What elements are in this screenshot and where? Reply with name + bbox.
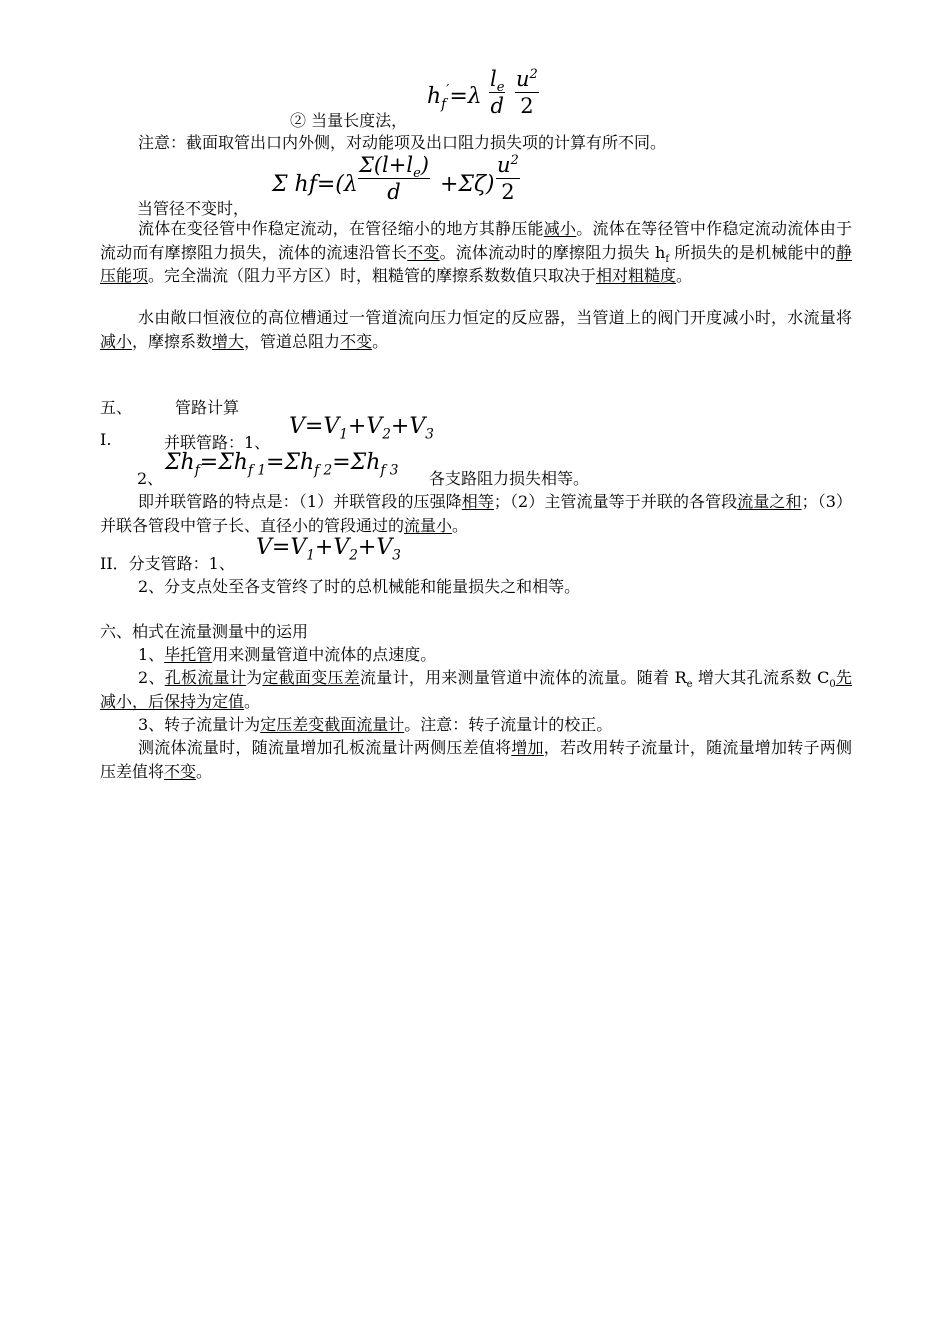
method-label: ② 当量长度法， xyxy=(290,111,408,130)
branch-item2: 2、分支点处至各支管终了时的总机械能和能量损失之和相等。 xyxy=(138,577,581,596)
parallel-loss-formula: $\Sigma h_f=\Sigma h_{f 1}=\Sigma h_{f 2}=\Sigma h_{f 3}$ xyxy=(165,450,399,479)
section-5-number: 五、 xyxy=(100,398,133,417)
paragraph-flow-loss: 流体在变径管中作稳定流动，在管径缩小的地方其静压能减小。流体在等径管中作稳定流动流体由于流动而有摩擦阻力损失，流体的流速沿管长不变。流体流动时的摩擦阻力损失 $h_f$ 所损失的是机械能中的静压能项。完全湍流（阻力平方区）时，粗糙管的摩擦系数数值只取决于相对粗糙度。 xyxy=(100,219,852,285)
pressure-diff-paragraph: 测流体流量时，随流量增加孔板流量计两侧压差值将增加，若改用转子流量计，随流量增加转子两侧压差值将不变。 xyxy=(100,738,852,781)
parallel-flow-formula: $V=V_1+V_2+V_3$ xyxy=(289,414,434,443)
paragraph-valve: 水由敞口恒液位的高位槽通过一管道流向压力恒定的反应器，当管道上的阀门开度减小时，水流量将减小，摩擦系数增大，管道总阻力不变。 xyxy=(100,308,852,351)
pitot-line: 1、毕托管用来测量管道中流体的点速度。 xyxy=(138,645,437,664)
section-5-heading: 管路计算 xyxy=(175,398,240,417)
const-pipe-label: 当管径不变时， xyxy=(137,199,250,218)
parallel-item2-label: 2、 xyxy=(137,469,164,488)
note-text: 注意：截面取管出口内外侧，对动能项及出口阻力损失项的计算有所不同。 xyxy=(138,133,667,152)
branch-label: II．分支管路：1、 xyxy=(100,554,235,573)
section-6-heading: 六、柏式在流量测量中的运用 xyxy=(100,622,309,641)
rotameter-line: 3、转子流量计为定压差变截面流量计。注意：转子流量计的校正。 xyxy=(138,715,613,734)
paragraph-parallel: 即并联管路的特点是：（1）并联管段的压强降相等；（2）主管流量等于并联的各管段流量之和；（3）并联各管段中管子长、直径小的管段通过的流量小。 xyxy=(100,492,852,535)
document-page: $h_f'=\lambda$ $\frac{l_e}{d}$ $\frac{u^2}{2}$ ② 当量长度法， 注意：截面取管出口内外侧，对动能项及出口阻力损失项的计算有所不同。 Σ hf=(λ $\frac{\Sigma(l+l_e)}{d}$ +Σζ) $\frac{u^2}{2}$ 当管径不变时， 流体在变径管中作稳定流动，在管径缩小的地方其静压能减小。流体在等径管中作稳定流动流体由于流动而有摩擦阻力损失，流体的流速沿管长不变。流体流动时的摩擦阻力损失 $h_f$ 所损失的是机械能中的静压能项。完全湍流（阻力平方区）时，粗糙管的摩擦系数数值只取决于相对粗糙度。 水由敞口恒液位的高位槽通过一管道流向压力恒定的反应器，当管道上的阀门开度减小时，水流量将减小，摩擦系数增大，管道总阻力不变。 五、 管路计算 I. 并联管路：1、 $V=V_1+V_2+V_3$ 2、 $\Sigma h_f=\Sigma h_{f 1}=\Sigma h_{f 2}=\Sigma h_{f 3}$ 各支路阻力损失相等。 即并联管路的特点是：（1）并联管段的压强降相等；（2）主管流量等于并联的各管段流量之和；（3）并联各管段中管子长、直径小的管段通过的流量小。 II．分支管路：1、 $V=V_1+V_2+V_3$ 2、分支点处至各支管终了时的总机械能和能量损失之和相等。 六、柏式在流量测量中的运用 1、毕托管用来测量管道中流体的点速度。 2、孔板流量计为定截面变压差流量计，用来测量管道中流体的流量。随着 $R_e$ 增大其孔流系数 $C_0$先减小，后保持为定值。 3、转子流量计为定压差变截面流量计。注意：转子流量计的校正。 测流体流量时，随流量增加孔板流量计两侧压差值将增加，若改用转子流量计，随流量增加转子两侧压差值将不变。 xyxy=(0,0,950,1342)
orifice-paragraph: 2、孔板流量计为定截面变压差流量计，用来测量管道中流体的流量。随着 $R_e$ 增大其孔流系数 $C_0$先减小，后保持为定值。 xyxy=(100,668,852,711)
branch-flow-formula: $V=V_1+V_2+V_3$ xyxy=(256,535,401,564)
parallel-label-num: I. xyxy=(100,430,112,449)
parallel-loss-note: 各支路阻力损失相等。 xyxy=(429,469,590,488)
parallel-label: 并联管路：1、 xyxy=(164,433,271,452)
